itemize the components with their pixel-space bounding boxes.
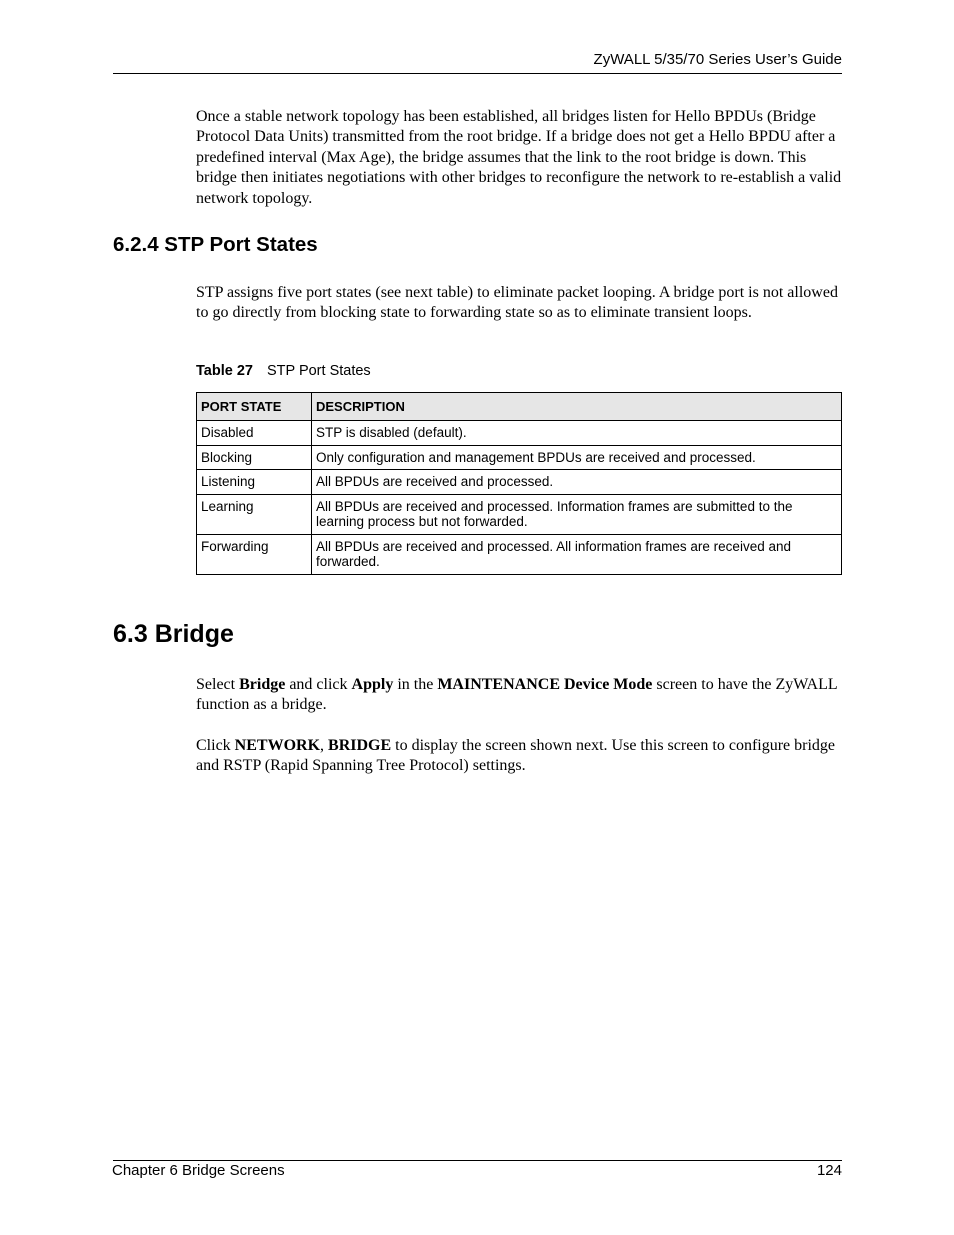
port-state-cell: Forwarding (197, 534, 312, 574)
footer-chapter: Chapter 6 Bridge Screens (112, 1162, 285, 1179)
column-header-description: DESCRIPTION (312, 393, 842, 421)
text-run: Select (196, 676, 240, 693)
table-caption-title: STP Port States (266, 363, 371, 379)
section-heading-6-3: 6.3 Bridge (113, 620, 234, 648)
description-cell: All BPDUs are received and processed. Information frames are submitted to the learning process but not forwarded. (312, 494, 842, 534)
bold-term-bridge: Bridge (239, 676, 286, 693)
table-row (197, 421, 842, 446)
table-row (197, 534, 842, 574)
footer-page-number: 124 (816, 1162, 842, 1179)
table-row (197, 445, 842, 470)
header-rule (113, 73, 842, 74)
text-run: to display the screen shown next. Use this screen to configure bridge and RSTP (Rapid Spanning Tree Protocol) settings. (196, 737, 836, 775)
stp-port-states-table (196, 392, 842, 575)
bold-term-network: NETWORK (234, 737, 321, 754)
port-state-cell: Learning (197, 494, 312, 534)
bold-term-bridge-menu: BRIDGE (328, 737, 392, 754)
table-caption (196, 363, 371, 379)
bridge-click-paragraph (196, 736, 844, 777)
port-state-cell: Blocking (197, 445, 312, 470)
intro-paragraph: Once a stable network topology has been established, all bridges listen for Hello BPDUs (Bridge Protocol Data Units) transmitted from the root bridge. If a bridge does not get a Hello BPDU after a predefined interval (Max Age), the bridge assumes that the link to the root bridge is down. This bridge then initiates negotiations with other bridges to reconfigure the network to re-establish a valid network topology. (196, 108, 842, 207)
section-heading-6-2-4: 6.2.4 STP Port States (113, 233, 318, 256)
description-cell: All BPDUs are received and processed. All information frames are received and forwarded. (312, 534, 842, 574)
text-run: screen to have the ZyWALL function as a bridge. (196, 676, 838, 714)
table-caption-label: Table 27 (196, 363, 253, 379)
bold-term-device-mode: MAINTENANCE Device Mode (437, 676, 653, 693)
text-run: , (320, 737, 329, 754)
text-run: Click (196, 737, 235, 754)
description-cell: All BPDUs are received and processed. (312, 470, 842, 495)
description-cell: Only configuration and management BPDUs are received and processed. (312, 445, 842, 470)
text-run: and click (285, 676, 352, 693)
bridge-select-paragraph (196, 675, 844, 716)
table-row (197, 470, 842, 495)
text-run: in the (393, 676, 438, 693)
port-state-cell: Listening (197, 470, 312, 495)
table-row (197, 494, 842, 534)
table-header-row (197, 393, 842, 421)
running-header-title: ZyWALL 5/35/70 Series User’s Guide (593, 51, 842, 68)
column-header-port-state: PORT STATE (197, 393, 312, 421)
stp-port-states-paragraph: STP assigns five port states (see next table) to eliminate packet looping. A bridge port is not allowed to go directly from blocking state to forwarding state so as to eliminate transient loops. (196, 284, 838, 322)
footer-rule (113, 1160, 842, 1161)
description-cell: STP is disabled (default). (312, 421, 842, 446)
bold-term-apply: Apply (351, 676, 394, 693)
port-state-cell: Disabled (197, 421, 312, 446)
